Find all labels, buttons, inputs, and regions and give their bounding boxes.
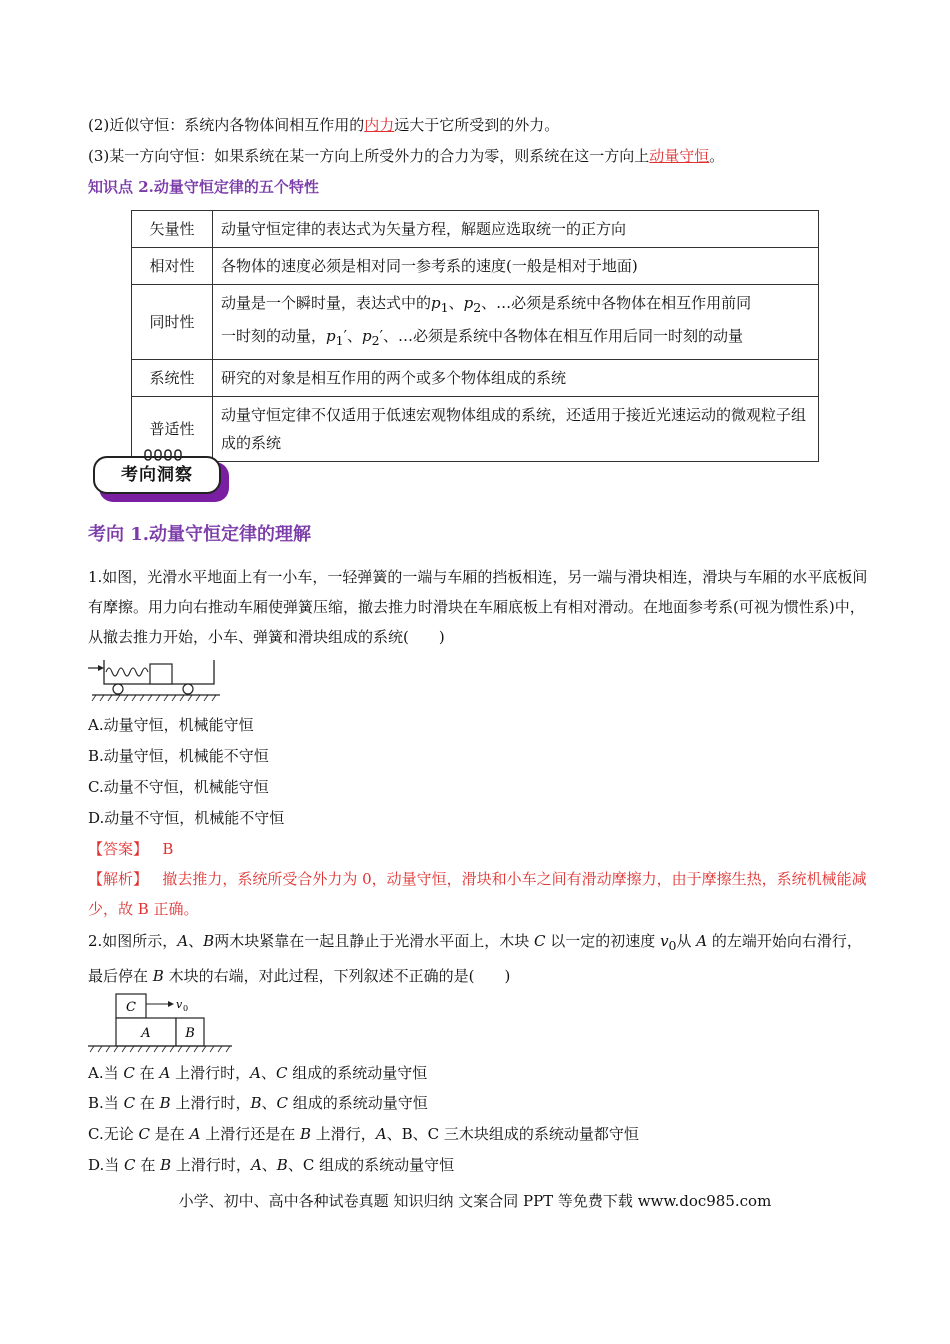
page-footer: 小学、初中、高中各种试卷真题 知识归纳 文案合同 PPT 等免费下载 www.doc985.com: [178, 1192, 772, 1210]
table-cell-key: 矢量性: [132, 211, 213, 248]
table-cell-key: 同时性: [132, 285, 213, 360]
question-1-stem: 1.如图，光滑水平地面上有一小车，一轻弹簧的一端与车厢的挡板相连，另一端与滑块相连，滑块与车厢的水平底板间有摩擦。用力向右推动车厢使弹簧压缩，撤去推力时滑块在车厢底板上有相对滑动。在地面参考系(可视为惯性系)中，从撤去推力开始，小车、弹簧和滑块组成的系统( ): [88, 568, 868, 646]
question-2-option: D.当 C 在 B 上滑行时，A、B、C 组成的系统动量守恒: [88, 1156, 455, 1174]
question-2-option: C.无论 C 是在 A 上滑行还是在 B 上滑行，A、B、C 三木块组成的系统动量都守恒: [88, 1125, 639, 1143]
figure-label-c: C: [126, 1000, 136, 1015]
question-1-option: B.动量守恒，机械能不守恒: [88, 747, 269, 765]
table-cell-value: 动量是一个瞬时量，表达式中的$p_1$、$p_2$、…必须是系统中各物体在相互作用前同 一时刻的动量，$p_1'$、$p_2'$、…必须是系统中各物体在相互作用后同一时刻的动量: [213, 285, 819, 360]
table-cell-key: 系统性: [132, 360, 213, 397]
table-cell-value: 各物体的速度必须是相对同一参考系的速度(一般是相对于地面): [213, 248, 819, 285]
question-1-option: A.动量守恒，机械能守恒: [88, 716, 254, 734]
item-approx-conservation: (2)近似守恒：系统内各物体间相互作用的内力远大于它所受到的外力。: [88, 116, 560, 134]
table-row: [132, 211, 819, 248]
question-1-option: C.动量不守恒，机械能守恒: [88, 778, 269, 796]
question-1-answer: 【答案】 B: [88, 840, 174, 858]
table-cell-value: 动量守恒定律的表达式为矢量方程，解题应选取统一的正方向: [213, 211, 819, 248]
table-row: [132, 285, 819, 360]
badge-label: 考向洞察: [121, 465, 193, 485]
table-row: [132, 248, 819, 285]
properties-table: [131, 210, 819, 462]
figure-label-a: A: [141, 1026, 151, 1041]
cart-spring-figure: [88, 654, 222, 702]
table-cell-value: 动量守恒定律不仅适用于低速宏观物体组成的系统，还适用于接近光速运动的微观粒子组成的系统: [213, 397, 819, 462]
table-row: [132, 397, 819, 462]
section-title: 考向 1.动量守恒定律的理解: [88, 524, 312, 545]
question-2-stem: 2.如图所示，A、B两木块紧靠在一起且静止于光滑水平面上，木块 C 以一定的初速度 $v_0$从 A 的左端开始向右滑行，最后停在 B 木块的右端，对此过程，下列叙述不正确的是( ): [88, 932, 862, 985]
figure-label-b: B: [185, 1026, 195, 1041]
table-cell-value: 研究的对象是相互作用的两个或多个物体组成的系统: [213, 360, 819, 397]
highlight-internal-force: 内力: [364, 116, 395, 134]
question-2-option: B.当 C 在 B 上滑行时，B、C 组成的系统动量守恒: [88, 1094, 428, 1112]
question-2-option: A.当 C 在 A 上滑行时，A、C 组成的系统动量守恒: [88, 1064, 428, 1082]
table-cell-key: 普适性: [132, 397, 213, 462]
question-1-option: D.动量不守恒，机械能不守恒: [88, 809, 285, 827]
table-row: [132, 360, 819, 397]
blocks-figure: [88, 992, 234, 1054]
figure-label-v-sub: 0: [183, 1004, 189, 1013]
highlight-momentum-conservation: 动量守恒: [649, 147, 710, 165]
knowledge-point-2-title: 知识点 2.动量守恒定律的五个特性: [88, 178, 319, 196]
item-direction-conservation: (3)某一方向守恒：如果系统在某一方向上所受外力的合力为零，则系统在这一方向上动量守恒。: [88, 147, 725, 165]
section-badge: [93, 456, 229, 500]
question-1-analysis: 【解析】 撤去推力，系统所受合外力为 0，动量守恒，滑块和小车之间有滑动摩擦力，由于摩擦生热，系统机械能减少，故 B 正确。: [88, 870, 867, 918]
figure-label-v: v: [176, 998, 183, 1011]
table-cell-key: 相对性: [132, 248, 213, 285]
